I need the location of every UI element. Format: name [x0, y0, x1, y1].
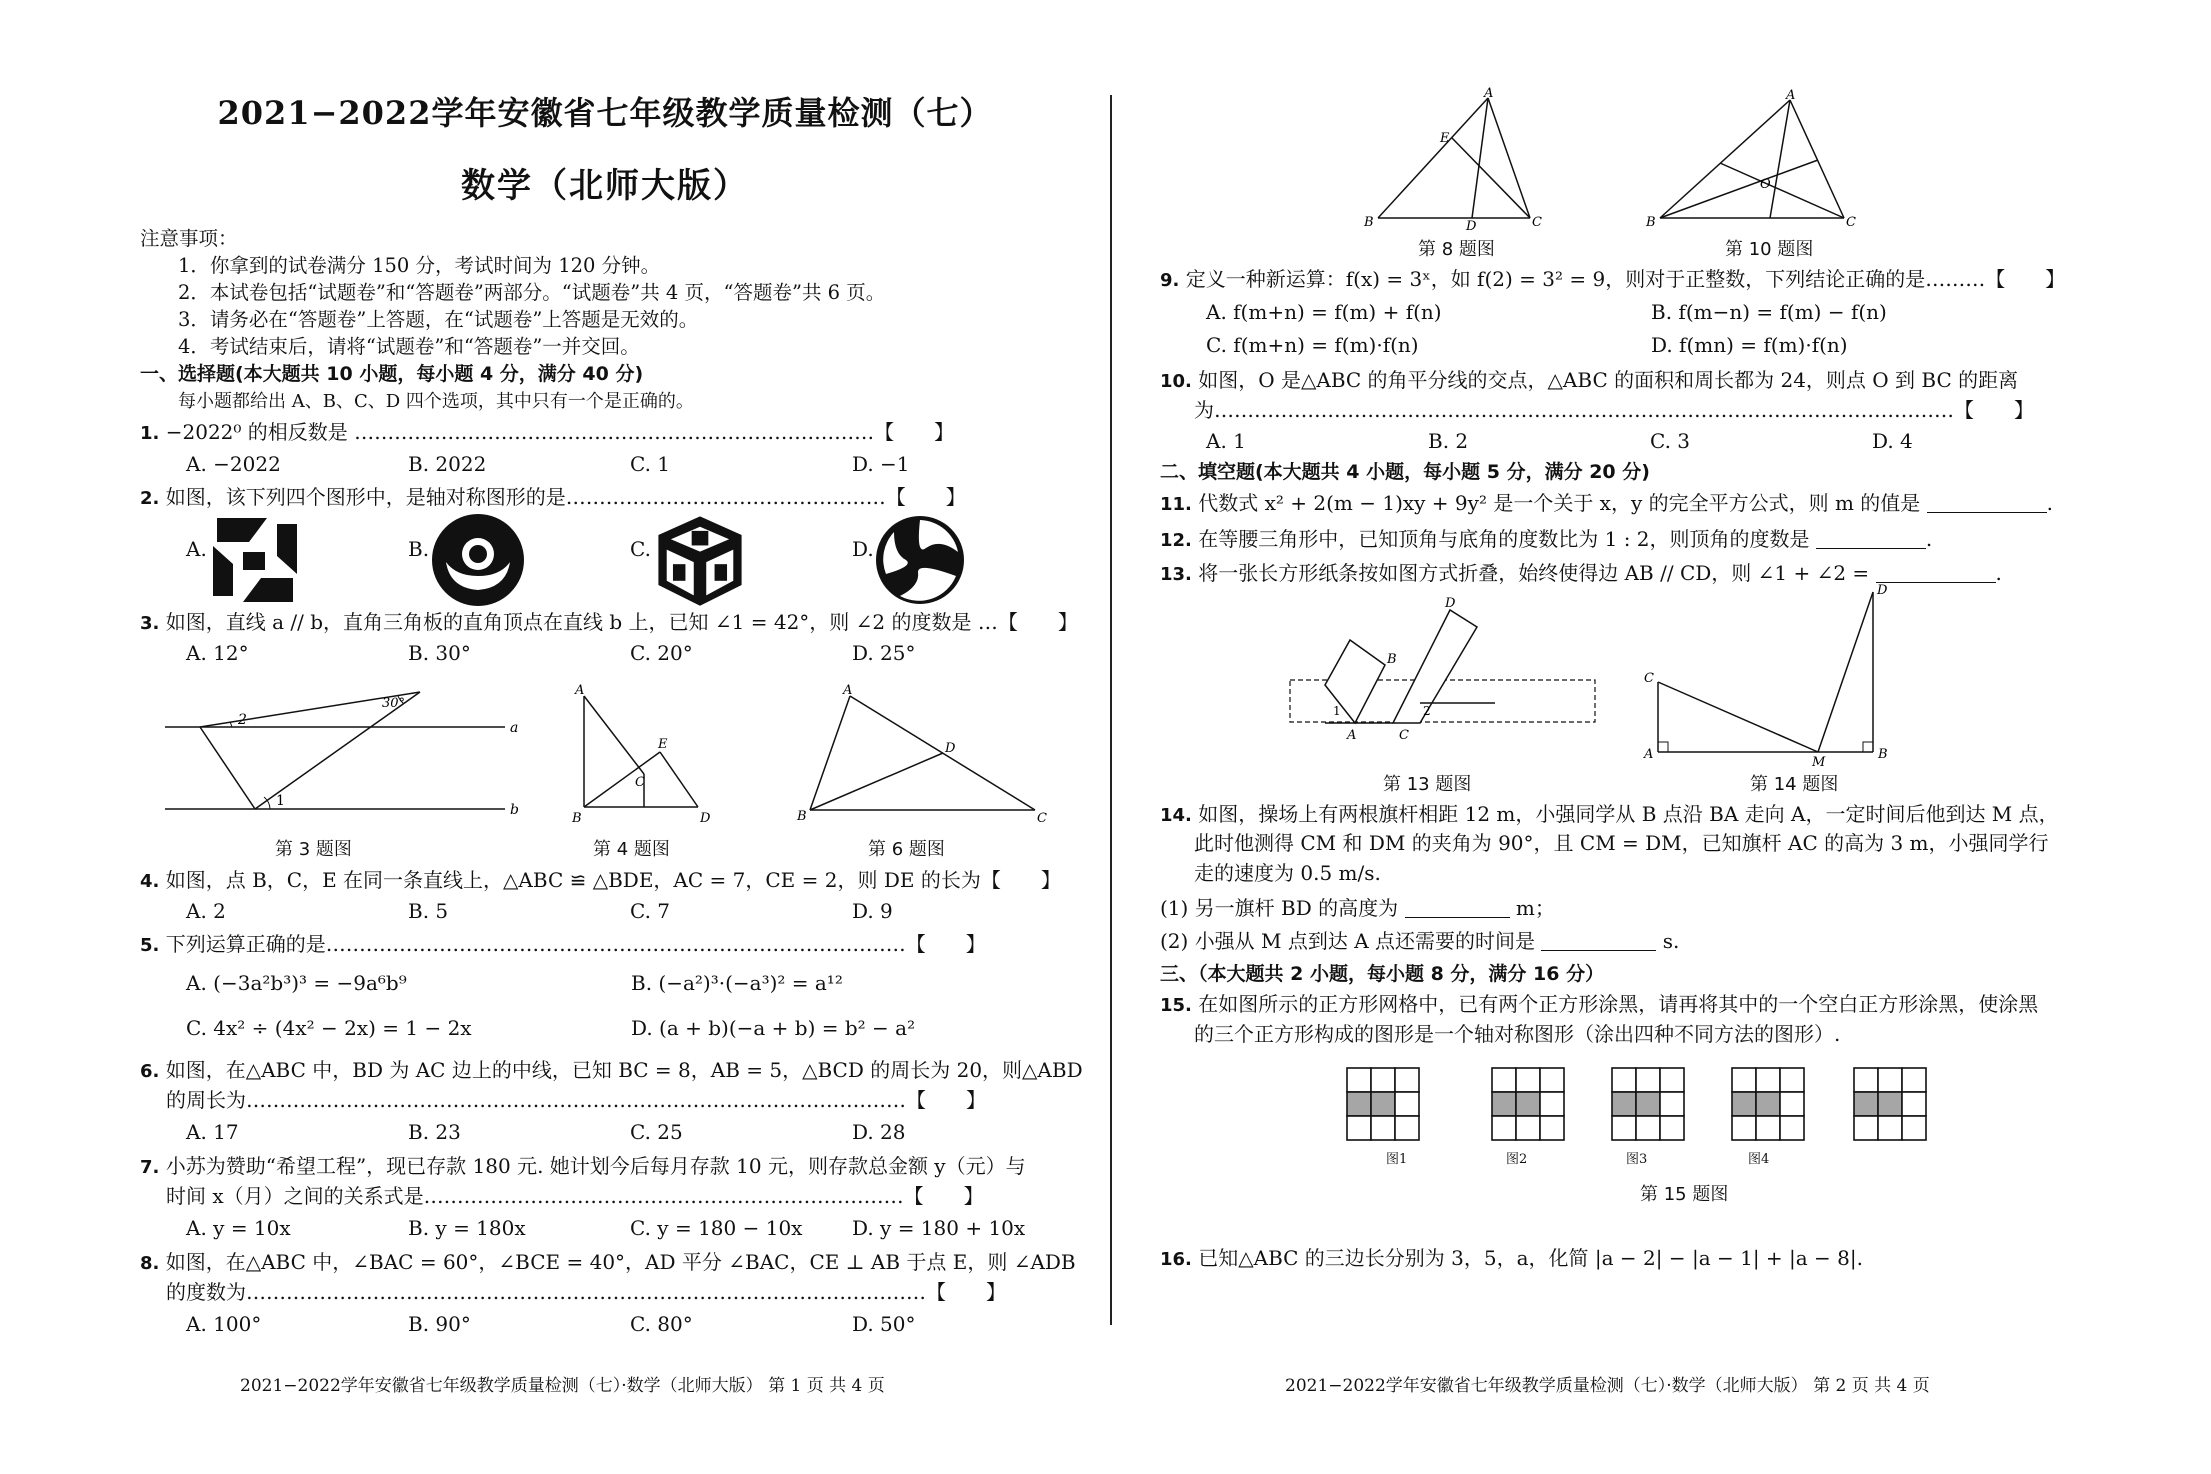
fig10-point-a: A: [1786, 88, 1796, 103]
fig13-point-b: B: [1387, 652, 1397, 667]
answer-blank[interactable]: [1405, 899, 1510, 918]
question-8: [140, 1249, 1076, 1277]
question-text: 如图，直线 a // b，直角三角板的直角顶点在直线 b 上，已知 ∠1 = 42°，则 ∠2 的度数是 …【 】: [165, 610, 1078, 634]
question-text: 如图，点 B，C，E 在同一条直线上，△ABC ≌ △BDE，AC = 7，CE = 2，则 DE 的长为【 】: [165, 868, 1061, 892]
tomoe-symbol-icon: [870, 510, 970, 610]
option-c[interactable]: C. 7: [630, 899, 671, 923]
grid-cell[interactable]: [1902, 1092, 1926, 1116]
grid-cell[interactable]: [1732, 1068, 1756, 1092]
option-b[interactable]: B. 30°: [408, 641, 471, 665]
question-text: 如图，该下列四个图形中，是轴对称图形的是…………………………………………【 】: [165, 485, 966, 509]
figure-10: [1640, 90, 1860, 230]
fig4-point-b: B: [572, 811, 582, 826]
question-text: 将一张长方形纸条按如图方式折叠，始终使得边 AB // CD，则 ∠1 + ∠2 =: [1198, 561, 1870, 585]
option-c[interactable]: C. f(m+n) = f(m)·f(n): [1206, 333, 1419, 357]
section-3-heading: 三、（本大题共 2 小题，每小题 8 分，满分 16 分）: [1160, 963, 1605, 985]
grid-label-3: 图3: [1626, 1152, 1648, 1167]
option-d[interactable]: D. y = 180 + 10x: [852, 1216, 1026, 1240]
fig10-point-o: O: [1760, 177, 1771, 192]
question-text: 代数式 x² + 2(m − 1)xy + 9y² 是一个关于 x，y 的完全平方公式，则 m 的值是: [1198, 491, 1921, 515]
grid-label-4: 图4: [1748, 1152, 1770, 1167]
grid-cell-shaded[interactable]: [1732, 1092, 1756, 1116]
figure-8-caption: 第 8 题图: [1418, 239, 1495, 260]
notice-4: 4．考试结束后，请将“试题卷”和“答题卷”一并交回。: [178, 335, 640, 358]
grid-cell[interactable]: [1902, 1068, 1926, 1092]
question-number: 7.: [140, 1157, 160, 1178]
grid-cell[interactable]: [1347, 1068, 1371, 1092]
option-b[interactable]: B. 2022: [408, 452, 487, 476]
square-grid[interactable]: [1345, 1066, 1421, 1142]
option-b[interactable]: B. y = 180x: [408, 1216, 526, 1240]
grid-cell-shaded[interactable]: [1492, 1092, 1516, 1116]
square-grid[interactable]: [1610, 1066, 1686, 1142]
option-c[interactable]: C. 3: [1650, 429, 1691, 453]
option-c[interactable]: C.: [630, 537, 651, 561]
grid-cell[interactable]: [1395, 1068, 1419, 1092]
grid-cell-shaded[interactable]: [1371, 1092, 1395, 1116]
question-12: 12. 在等腰三角形中，已知顶角与底角的度数比为 1 : 2，则顶角的度数是 .: [1160, 527, 1933, 551]
question-15: [1160, 991, 2038, 1019]
question-text: 定义一种新运算：f(x) = 3ˣ，如 f(2) = 3² = 9，则对于正整数，下列结论正确的是………【 】: [1185, 267, 2066, 291]
option-c[interactable]: C. 1: [630, 452, 671, 476]
option-b[interactable]: B.: [408, 537, 430, 561]
question-number: 15.: [1160, 995, 1192, 1016]
option-d[interactable]: D. (a + b)(−a + b) = b² − a²: [631, 1016, 916, 1040]
option-a[interactable]: A. 2: [186, 899, 226, 923]
section-1-note: 每小题都给出 A、B、C、D 四个选项，其中只有一个是正确的。: [178, 391, 694, 412]
question-7: [140, 1153, 1026, 1181]
options-q7: [140, 1215, 1074, 1242]
question-9: [1160, 266, 2065, 294]
figure-10-caption: 第 10 题图: [1725, 239, 1814, 260]
fig8-point-c: C: [1532, 215, 1542, 230]
section-2-heading: 二、填空题(本大题共 4 小题，每小题 5 分，满分 20 分): [1160, 461, 1650, 483]
fig8-point-d: D: [1466, 219, 1477, 234]
question-number: 16.: [1160, 1249, 1192, 1270]
fig3-angle-30: 30°: [382, 696, 406, 711]
question-7-line-2: 时间 x（月）之间的关系式是………………………………………………………………【 】: [166, 1184, 984, 1208]
grid-cell[interactable]: [1492, 1116, 1516, 1140]
grid-cell[interactable]: [1732, 1116, 1756, 1140]
page-subtitle: 数学（北师大版）: [461, 166, 749, 206]
question-6-line-2: 的周长为………………………………………………………………………………………【 】: [166, 1088, 986, 1112]
swirl-symbol-icon: [428, 510, 528, 610]
page-title: 2021−2022学年安徽省七年级教学质量检测（七）: [217, 94, 993, 132]
grid-cell[interactable]: [1371, 1116, 1395, 1140]
grid-cell[interactable]: [1660, 1116, 1684, 1140]
question-10-line-2: 为…………………………………………………………………………………………………【 】: [1194, 398, 2034, 422]
question-14-sub-2: (2) 小强从 M 点到达 A 点还需要的时间是 s.: [1160, 929, 1680, 953]
option-b[interactable]: B. f(m−n) = f(m) − f(n): [1651, 300, 1887, 324]
fig3-angle-2: 2: [238, 712, 247, 728]
option-c[interactable]: C. 25: [630, 1120, 683, 1144]
grid-label-2: 图2: [1506, 1152, 1528, 1167]
grid-cell[interactable]: [1612, 1068, 1636, 1092]
fig4-point-e: E: [658, 737, 668, 752]
option-a[interactable]: A. 1: [1206, 429, 1246, 453]
options-q9-ab: [1160, 299, 2096, 326]
fig14-point-b: B: [1878, 747, 1888, 762]
option-d[interactable]: D. 25°: [852, 641, 916, 665]
option-a[interactable]: A.: [186, 537, 207, 561]
question-16: [1160, 1245, 1863, 1273]
square-grid[interactable]: [1852, 1066, 1928, 1142]
question-text: 在等腰三角形中，已知顶角与底角的度数比为 1 : 2，则顶角的度数是: [1198, 527, 1810, 551]
option-a[interactable]: A. 100°: [186, 1312, 262, 1336]
options-q9-cd: [1160, 332, 2096, 359]
question-text: 下列运算正确的是……………………………………………………………………………【 】: [165, 932, 986, 956]
option-d[interactable]: D. −1: [852, 452, 910, 476]
grid-cell[interactable]: [1780, 1092, 1804, 1116]
fig3-line-b: b: [510, 802, 519, 818]
square-grid[interactable]: [1490, 1066, 1566, 1142]
question-13: 13. 将一张长方形纸条按如图方式折叠，始终使得边 AB // CD，则 ∠1 + ∠2 = .: [1160, 561, 2002, 585]
fig6-point-b: B: [797, 809, 807, 824]
fig13-point-d: D: [1445, 596, 1456, 611]
grid-cell[interactable]: [1902, 1116, 1926, 1140]
options-q6: [140, 1119, 1074, 1146]
fig14-point-d: D: [1877, 583, 1888, 598]
figure-8: [1360, 86, 1542, 234]
question-number: 13.: [1160, 564, 1192, 585]
question-10: [1160, 367, 2018, 395]
option-c[interactable]: C. y = 180 − 10x: [630, 1216, 803, 1240]
grid-cell[interactable]: [1756, 1068, 1780, 1092]
answer-blank[interactable]: [1816, 530, 1926, 549]
question-number: 5.: [140, 935, 160, 956]
options-q4: [140, 898, 1074, 925]
page-footer: 2021−2022学年安徽省七年级教学质量检测（七）·数学（北师大版） 第 2 页 共 4 页: [1285, 1376, 1930, 1396]
options-q8: [140, 1311, 1074, 1338]
option-a[interactable]: A. −2022: [186, 452, 281, 476]
option-d[interactable]: D. 28: [852, 1120, 906, 1144]
fig3-line-a: a: [510, 720, 519, 736]
question-number: 14.: [1160, 805, 1192, 826]
options-q10: [1160, 428, 2094, 455]
fig10-point-c: C: [1846, 215, 1856, 230]
notice-1: 1．你拿到的试卷满分 150 分，考试时间为 120 分钟。: [178, 254, 661, 277]
options-q5-ab: [140, 970, 1076, 997]
fig13-angle-2: 2: [1423, 704, 1431, 718]
figure-14: [1638, 582, 1898, 770]
option-b[interactable]: B. (−a²)³·(−a³)² = a¹²: [631, 971, 843, 995]
question-text: 如图，在△ABC 中，BD 为 AC 边上的中线，已知 BC = 8，AB = 5，△BCD 的周长为 20，则△ABD: [165, 1058, 1083, 1082]
options-q5-cd: [140, 1015, 1076, 1042]
question-6: [140, 1057, 1083, 1085]
fig4-point-d: D: [700, 811, 711, 826]
question-number: 9.: [1160, 270, 1180, 291]
grid-cell[interactable]: [1636, 1116, 1660, 1140]
option-d[interactable]: D.: [852, 537, 874, 561]
grid-cell-shaded[interactable]: [1878, 1092, 1902, 1116]
answer-blank[interactable]: [1876, 564, 1996, 583]
grid-cell[interactable]: [1780, 1116, 1804, 1140]
question-text: 小苏为赞助“希望工程”，现已存款 180 元. 她计划今后每月存款 10 元，则存款总金额 y（元）与: [165, 1154, 1026, 1178]
grid-cell[interactable]: [1540, 1116, 1564, 1140]
grid-cell[interactable]: [1395, 1092, 1419, 1116]
question-number: 10.: [1160, 371, 1192, 392]
question-11: 11. 代数式 x² + 2(m − 1)xy + 9y² 是一个关于 x，y 的完全平方公式，则 m 的值是 .: [1160, 491, 2054, 515]
grid-label-1: 图1: [1386, 1152, 1408, 1167]
option-d[interactable]: D. 50°: [852, 1312, 916, 1336]
option-b[interactable]: B. 2: [1428, 429, 1469, 453]
options-q1: [140, 451, 1074, 478]
question-14-sub-1: (1) 另一旗杆 BD 的高度为 m；: [1160, 896, 1555, 920]
question-14-line-2: 此时他测得 CM 和 DM 的夹角为 90°，且 CM = DM，已知旗杆 AC 的高为 3 m，小强同学行: [1194, 831, 2049, 855]
question-text: 如图，O 是△ABC 的角平分线的交点，△ABC 的面积和周长都为 24，则点 O 到 BC 的距离: [1198, 368, 2019, 392]
grid-cell-shaded[interactable]: [1756, 1092, 1780, 1116]
fig3-angle-1: 1: [276, 793, 285, 809]
grid-cell[interactable]: [1516, 1116, 1540, 1140]
figure-13-caption: 第 13 题图: [1383, 774, 1472, 795]
question-number: 12.: [1160, 530, 1192, 551]
grid-cell[interactable]: [1540, 1068, 1564, 1092]
option-c[interactable]: C. 80°: [630, 1312, 693, 1336]
grid-cell[interactable]: [1660, 1068, 1684, 1092]
question-text: 已知△ABC 的三边长分别为 3，5，a，化简 |a − 2| − |a − 1| + |a − 8|.: [1198, 1246, 1863, 1270]
figure-4: [570, 682, 720, 827]
fig4-point-c: C: [635, 775, 645, 790]
pinwheel-symbol-icon: [205, 510, 305, 610]
option-b[interactable]: B. 90°: [408, 1312, 471, 1336]
page-1: [140, 0, 1083, 1474]
grid-cell[interactable]: [1347, 1116, 1371, 1140]
figure-4-caption: 第 4 题图: [593, 839, 670, 860]
figure-3-caption: 第 3 题图: [275, 839, 352, 860]
grid-cell-shaded[interactable]: [1347, 1092, 1371, 1116]
figure-6: [795, 682, 1055, 827]
question-14-line-3: 走的速度为 0.5 m/s.: [1194, 861, 1381, 885]
option-d[interactable]: D. 9: [852, 899, 893, 923]
option-a[interactable]: A. (−3a²b³)³ = −9a⁶b⁹: [186, 971, 407, 995]
option-b[interactable]: B. 23: [408, 1120, 461, 1144]
option-a[interactable]: A. 12°: [186, 641, 249, 665]
option-a[interactable]: A. y = 10x: [186, 1216, 291, 1240]
question-14: [1160, 801, 2059, 829]
grid-cell[interactable]: [1492, 1068, 1516, 1092]
fig8-point-e: E: [1440, 131, 1450, 146]
fig8-point-b: B: [1364, 215, 1374, 230]
fig13-point-c: C: [1399, 728, 1409, 743]
page-divider: [1110, 95, 1112, 1325]
notice-3: 3．请务必在“答题卷”上答题，在“试题卷”上答题是无效的。: [178, 308, 699, 331]
page-2: [1160, 0, 2110, 1474]
option-d[interactable]: D. 4: [1872, 429, 1913, 453]
option-b[interactable]: B. 5: [408, 899, 449, 923]
question-8-line-2: 的度数为…………………………………………………………………………………………【 】: [166, 1280, 1006, 1304]
figure-13: [1285, 585, 1605, 745]
grid-cell[interactable]: [1878, 1068, 1902, 1092]
question-number: 6.: [140, 1061, 160, 1082]
grid-cell[interactable]: [1636, 1068, 1660, 1092]
cube-knot-symbol-icon: [648, 508, 752, 612]
fig14-point-m: M: [1812, 755, 1826, 770]
page-footer: 2021−2022学年安徽省七年级教学质量检测（七）·数学（北师大版） 第 1 页 共 4 页: [240, 1376, 885, 1396]
figure-14-caption: 第 14 题图: [1750, 774, 1839, 795]
grid-cell[interactable]: [1540, 1092, 1564, 1116]
question-number: 4.: [140, 871, 160, 892]
question-text: 在如图所示的正方形网格中，已有两个正方形涂黑，请再将其中的一个空白正方形涂黑，使涂黑: [1198, 992, 2039, 1016]
grid-cell[interactable]: [1612, 1116, 1636, 1140]
grid-cell-shaded[interactable]: [1854, 1092, 1878, 1116]
fig14-point-c: C: [1644, 671, 1654, 686]
fig6-point-d: D: [945, 741, 956, 756]
question-number: 11.: [1160, 494, 1192, 515]
notice-heading: 注意事项：: [140, 227, 238, 250]
grid-cell-shaded[interactable]: [1612, 1092, 1636, 1116]
question-number: 8.: [140, 1253, 160, 1274]
grid-cell[interactable]: [1854, 1068, 1878, 1092]
question-number: 1.: [140, 423, 160, 444]
square-grid[interactable]: [1730, 1066, 1806, 1142]
question-3: [140, 609, 1078, 637]
question-2: [140, 484, 966, 512]
question-5: [140, 931, 986, 959]
grid-cell[interactable]: [1516, 1068, 1540, 1092]
fig13-angle-1: 1: [1333, 704, 1341, 718]
grid-cell[interactable]: [1878, 1116, 1902, 1140]
option-a[interactable]: A. f(m+n) = f(m) + f(n): [1206, 300, 1442, 324]
grid-cell-shaded[interactable]: [1516, 1092, 1540, 1116]
grid-cell-shaded[interactable]: [1636, 1092, 1660, 1116]
grid-cell[interactable]: [1854, 1116, 1878, 1140]
notice-2: 2．本试卷包括“试题卷”和“答题卷”两部分。“试题卷”共 4 页，“答题卷”共 6 页。: [178, 281, 886, 304]
section-1-heading: 一、选择题(本大题共 10 小题，每小题 4 分，满分 40 分): [140, 363, 644, 385]
fig6-point-c: C: [1037, 811, 1047, 826]
question-15-line-2: 的三个正方形构成的图形是一个轴对称图形（涂出四种不同方法的图形）.: [1194, 1022, 1841, 1046]
option-c[interactable]: C. 20°: [630, 641, 693, 665]
grid-figures: [1160, 1066, 2110, 1156]
grid-cell[interactable]: [1371, 1068, 1395, 1092]
question-number: 2.: [140, 488, 160, 509]
fig14-point-a: A: [1644, 747, 1654, 762]
question-4: [140, 867, 1061, 895]
fig10-point-b: B: [1646, 215, 1656, 230]
grid-cell[interactable]: [1780, 1068, 1804, 1092]
answer-blank[interactable]: [1541, 932, 1656, 951]
figure-6-caption: 第 6 题图: [868, 839, 945, 860]
question-text: 如图，在△ABC 中，∠BAC = 60°，∠BCE = 40°，AD 平分 ∠BAC，CE ⊥ AB 于点 E，则 ∠ADB: [165, 1250, 1076, 1274]
grid-cell[interactable]: [1660, 1092, 1684, 1116]
fig6-point-a: A: [843, 683, 853, 698]
fig8-point-a: A: [1484, 86, 1494, 101]
question-number: 3.: [140, 613, 160, 634]
figure-3: [160, 682, 520, 827]
fig13-point-a: A: [1347, 728, 1357, 743]
answer-blank[interactable]: [1927, 494, 2047, 513]
option-c[interactable]: C. 4x² ÷ (4x² − 2x) = 1 − 2x: [186, 1016, 472, 1040]
question-text: −2022⁰ 的相反数是 ……………………………………………………………………【 】: [165, 420, 955, 444]
grid-cell[interactable]: [1756, 1116, 1780, 1140]
option-a[interactable]: A. 17: [186, 1120, 239, 1144]
option-d[interactable]: D. f(mn) = f(m)·f(n): [1651, 333, 1848, 357]
grid-cell[interactable]: [1395, 1116, 1419, 1140]
question-text: 如图，操场上有两根旗杆相距 12 m，小强同学从 B 点沿 BA 走向 A，一定时间后他到达 M 点，: [1198, 802, 2059, 826]
options-q3: [140, 640, 1074, 667]
fig4-point-a: A: [575, 683, 585, 698]
question-1: [140, 419, 954, 447]
figure-15-caption: 第 15 题图: [1640, 1184, 1729, 1205]
